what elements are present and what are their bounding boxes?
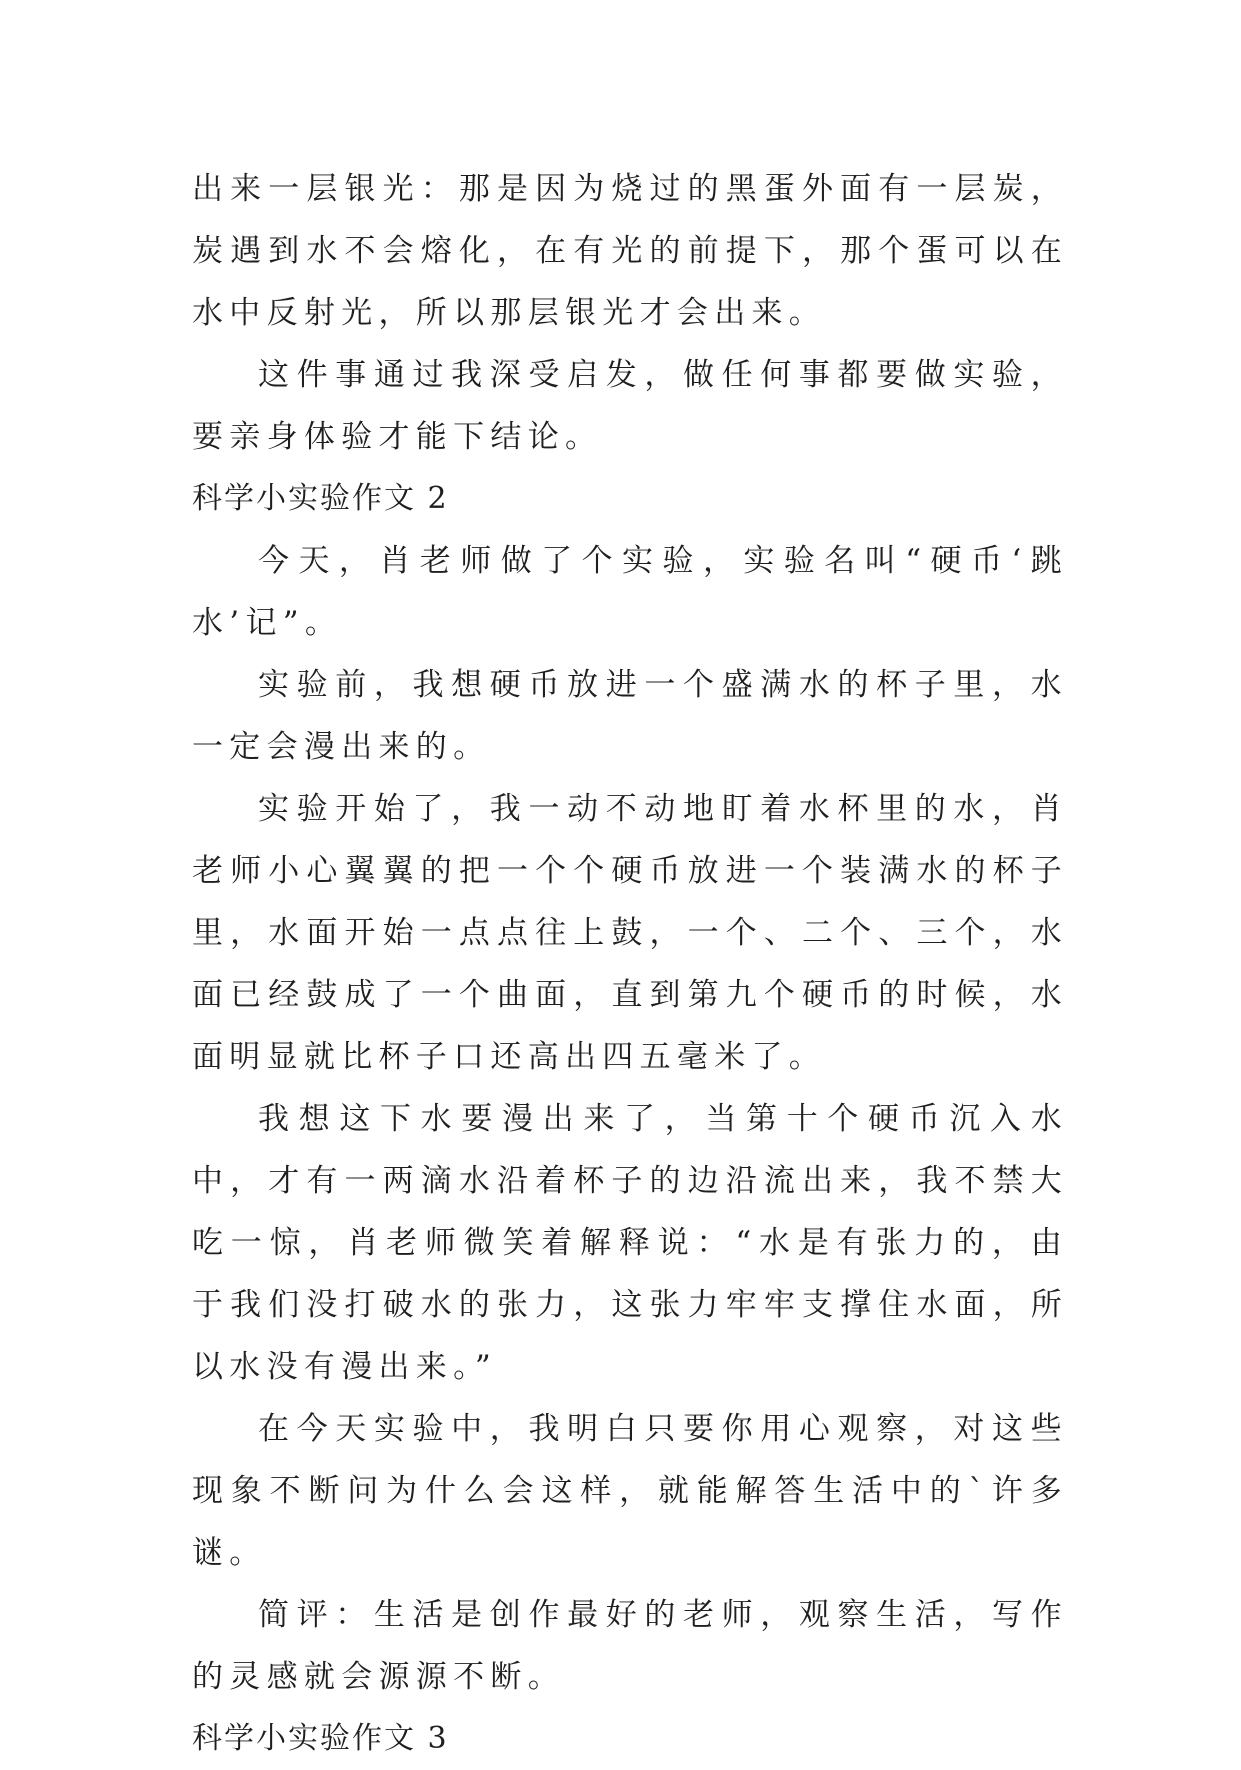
paragraph: 实验开始了，我一动不动地盯着水杯里的水，肖老师小心翼翼的把一个个硬币放进一个装满水的杯子里，水面开始一点点往上鼓，一个、二个、三个，水面已经鼓成了一个曲面，直到第九个硬币的时候，水面明显就比杯子口还高出四五毫米了。 (192, 791, 1068, 1075)
paragraph: 今天，肖老师做了个实验，实验名叫“硬币‘跳水’记”。 (192, 543, 1068, 641)
paragraph: 我想这下水要漫出来了，当第十个硬币沉入水中，才有一两滴水沿着杯子的边沿流出来，我不禁大吃一惊，肖老师微笑着解释说：“水是有张力的，由于我们没打破水的张力，这张力牢牢支撑住水面，所以水没有漫出来。” (192, 1101, 1068, 1385)
paragraph: 这件事通过我深受启发，做任何事都要做实验，要亲身体验才能下结论。 (192, 357, 1068, 455)
document-body (192, 158, 1068, 1770)
paragraph: 在今天实验中，我明白只要你用心观察，对这些现象不断问为什么会这样，就能解答生活中的`许多谜。 (192, 1411, 1068, 1571)
paragraph: 简评：生活是创作最好的老师，观察生活，写作的灵感就会源源不断。 (192, 1597, 1068, 1695)
paragraph: 出来一层银光：那是因为烧过的黑蛋外面有一层炭，炭遇到水不会熔化，在有光的前提下，那个蛋可以在水中反射光，所以那层银光才会出来。 (192, 171, 1068, 331)
section-heading: 科学小实验作文 2 (192, 481, 449, 516)
section-heading: 科学小实验作文 3 (192, 1721, 449, 1756)
paragraph: 实验前，我想硬币放进一个盛满水的杯子里，水一定会漫出来的。 (192, 667, 1068, 765)
